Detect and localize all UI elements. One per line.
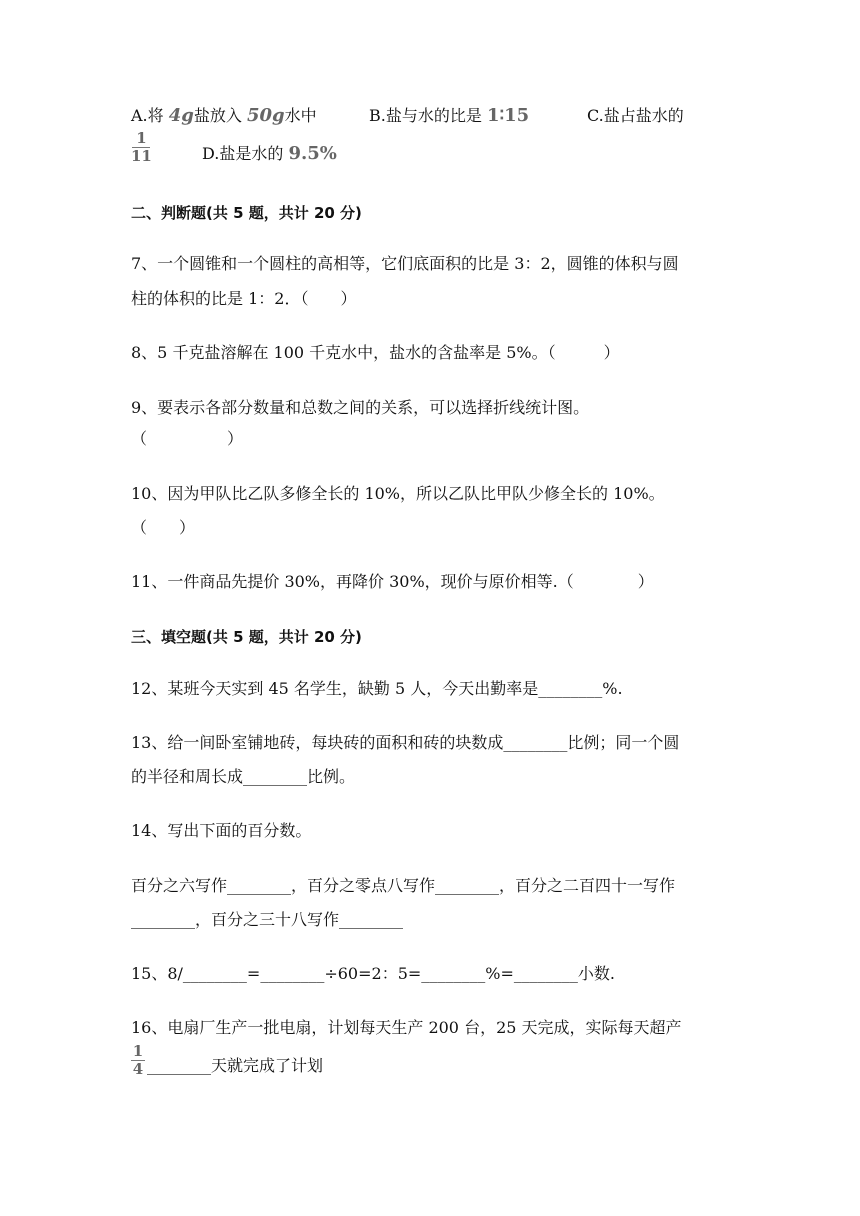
option-c xyxy=(587,106,684,126)
q9-line-1: 9、要表示各部分数量和总数之间的关系，可以选择折线统计图。 xyxy=(131,398,590,417)
q13-line-1: 13、给一间卧室铺地砖，每块砖的面积和砖的块数成________比例；同一个圆 xyxy=(131,733,680,752)
option-a-prefix: A.将 xyxy=(131,106,169,125)
option-d-value: 9.5% xyxy=(288,143,337,164)
option-a-salt-mass: 4g xyxy=(168,105,194,126)
q13-line-2: 的半径和周长成________比例。 xyxy=(131,767,356,786)
option-a-mid: 盐放入 xyxy=(193,106,247,125)
q7-line-2: 柱的体积的比是 1：2．（ ） xyxy=(131,289,357,308)
q12-text: 12、某班今天实到 45 名学生，缺勤 5 人，今天出勤率是________%. xyxy=(131,679,623,698)
option-d-prefix: D.盐是水的 xyxy=(202,144,289,163)
option-b-ratio: 1∶15 xyxy=(486,105,530,126)
q10-line-1: 10、因为甲队比乙队多修全长的 10%，所以乙队比甲队少修全长的 10%。 xyxy=(131,484,665,503)
q9-line-2: （ ） xyxy=(131,429,244,448)
option-b xyxy=(369,106,529,126)
fraction-denominator: 4 xyxy=(132,1060,144,1078)
q14-line-1: 百分之六写作________，百分之零点八写作________，百分之二百四十一写作 xyxy=(131,876,676,895)
option-c-text: C.盐占盐水的 xyxy=(587,106,684,125)
fraction-numerator: 1 xyxy=(136,129,147,147)
option-a xyxy=(131,106,317,126)
option-a-suffix: 水中 xyxy=(284,106,317,125)
q16-line-2: ________天就完成了计划 xyxy=(147,1056,324,1075)
section-2-heading: 二、判断题(共 5 题，共计 20 分) xyxy=(131,204,362,222)
q14-line-2: ________，百分之三十八写作________ xyxy=(131,910,404,929)
option-b-prefix: B.盐与水的比是 xyxy=(369,106,487,125)
option-d xyxy=(202,144,337,164)
q8-text: 8、5 千克盐溶解在 100 千克水中，盐水的含盐率是 5%。（ ） xyxy=(131,343,620,362)
q16-line-1: 16、电扇厂生产一批电扇，计划每天生产 200 台，25 天完成，实际每天超产 xyxy=(131,1018,682,1037)
q10-line-2: （ ） xyxy=(131,518,196,537)
option-c-fraction xyxy=(131,131,152,164)
fraction-numerator: 1 xyxy=(132,1042,144,1060)
fraction-denominator: 11 xyxy=(131,147,152,165)
q15-text: 15、8/________=________÷60=2：5=________%=________小数. xyxy=(131,964,615,983)
q11-text: 11、一件商品先提价 30%，再降价 30%，现价与原价相等.（ ） xyxy=(131,572,654,591)
q16-fraction xyxy=(131,1044,145,1077)
q14-text: 14、写出下面的百分数。 xyxy=(131,821,312,840)
option-a-water-mass: 50g xyxy=(246,105,285,126)
q7-line-1: 7、一个圆锥和一个圆柱的高相等，它们底面积的比是 3：2，圆锥的体积与圆 xyxy=(131,254,679,273)
section-3-heading: 三、填空题(共 5 题，共计 20 分) xyxy=(131,628,362,646)
